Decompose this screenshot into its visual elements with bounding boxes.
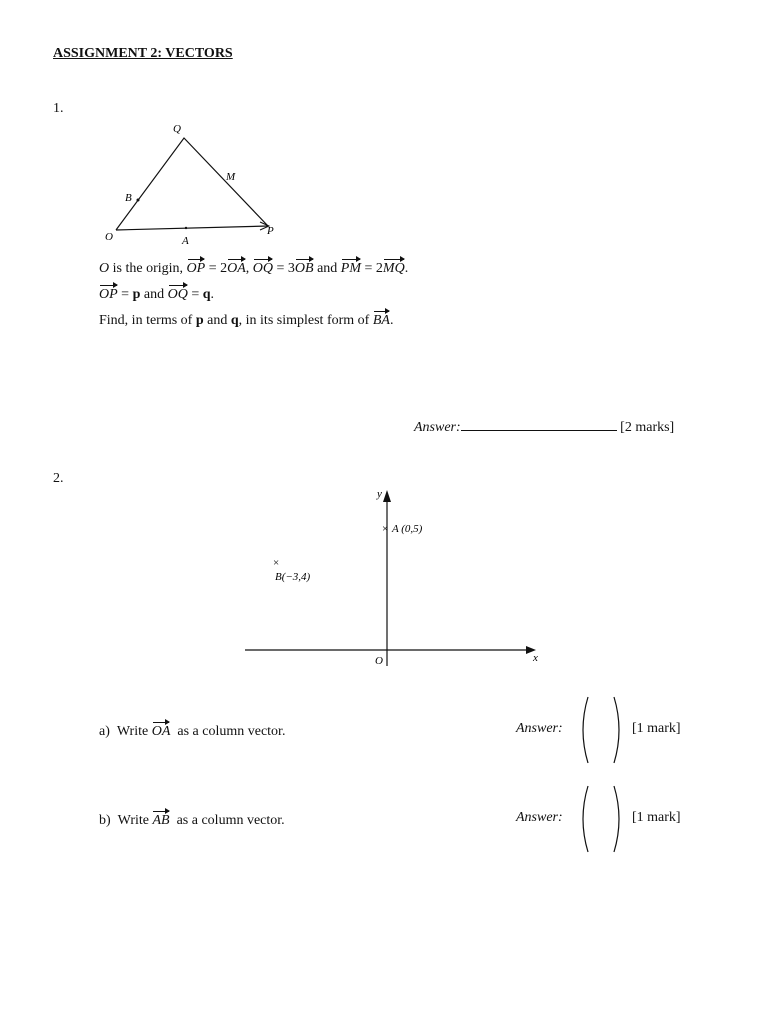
symbol-q: q [202,287,211,302]
marker-b: × [273,557,280,569]
text: = [187,287,203,302]
label-q: Q [173,123,181,135]
left-bracket [583,786,588,852]
question-1-number: 1. [53,101,64,116]
vector-ab: AB [152,810,169,829]
point-b-label: B(−3,4) [275,571,311,583]
vector-ba: BA [373,310,390,329]
q2a-answer-label: Answer: [516,721,563,736]
text: = 2 [361,261,383,276]
q1-answer-row [414,418,674,436]
vector-op: OP [187,258,206,277]
part-label: b) [99,813,111,828]
q2b-marks: [1 mark] [632,810,681,825]
text: is the origin, [109,261,187,276]
text: Write [116,724,152,739]
text: Write [117,813,153,828]
symbol-p: p [195,313,204,328]
answer-blank[interactable] [461,418,617,431]
vector-oq: OQ [253,258,273,277]
text: as a column vector. [173,724,286,739]
label-o: O [105,231,113,243]
right-bracket [614,697,619,763]
symbol-p: p [132,287,141,302]
text: , in its simplest form of [238,313,373,328]
text: , [245,261,253,276]
text: as a column vector. [173,813,285,828]
text: and [313,261,341,276]
part-label: a) [99,724,110,739]
y-axis-label: y [377,488,382,500]
q2a-question [99,721,285,740]
coordinate-graph [240,484,550,674]
vector-oq: OQ [168,284,188,303]
vector-oa: OA [227,258,246,277]
q1-line-1 [99,258,408,277]
q2a-column-vector-brackets[interactable] [576,695,626,765]
q1-line-3 [99,310,393,329]
x-axis-label: x [533,652,538,664]
text: and [140,287,168,302]
triangle-base [116,226,268,230]
vector-oa: OA [152,721,171,740]
right-bracket [614,786,619,852]
text: . [404,261,409,276]
q2b-question [99,810,285,829]
y-axis-arrow [383,490,391,502]
text: and [203,313,231,328]
label-p: P [267,225,274,237]
point-b-dot [137,199,140,202]
vector-op: OP [99,284,118,303]
text: . [389,313,394,328]
q2b-answer-label: Answer: [516,810,563,825]
question-2-number: 2. [53,471,64,486]
text: . [210,287,215,302]
label-a: A [182,235,189,247]
vector-pm: PM [341,258,361,277]
vector-ob: OB [295,258,314,277]
text: = 3 [273,261,295,276]
answer-label: Answer: [414,420,461,435]
origin-label: O [375,655,383,667]
text: = 2 [205,261,228,276]
point-a-label: A (0,5) [392,523,423,535]
vector-mq: MQ [383,258,405,277]
q2b-column-vector-brackets[interactable] [576,784,626,854]
triangle-sides [116,138,268,230]
origin-symbol: O [99,261,110,276]
left-bracket [583,697,588,763]
page-title: ASSIGNMENT 2: VECTORS [53,46,233,61]
label-b: B [125,192,132,204]
label-m: M [226,171,236,183]
text: = [117,287,133,302]
q2a-marks: [1 mark] [632,721,681,736]
point-a-dot [185,227,187,229]
triangle-diagram [100,118,290,250]
symbol-q: q [230,313,239,328]
marker-a: × [382,523,389,535]
text: Find, in terms of [99,313,196,328]
marks-label: [2 marks] [620,420,675,435]
q1-line-2 [99,284,214,303]
